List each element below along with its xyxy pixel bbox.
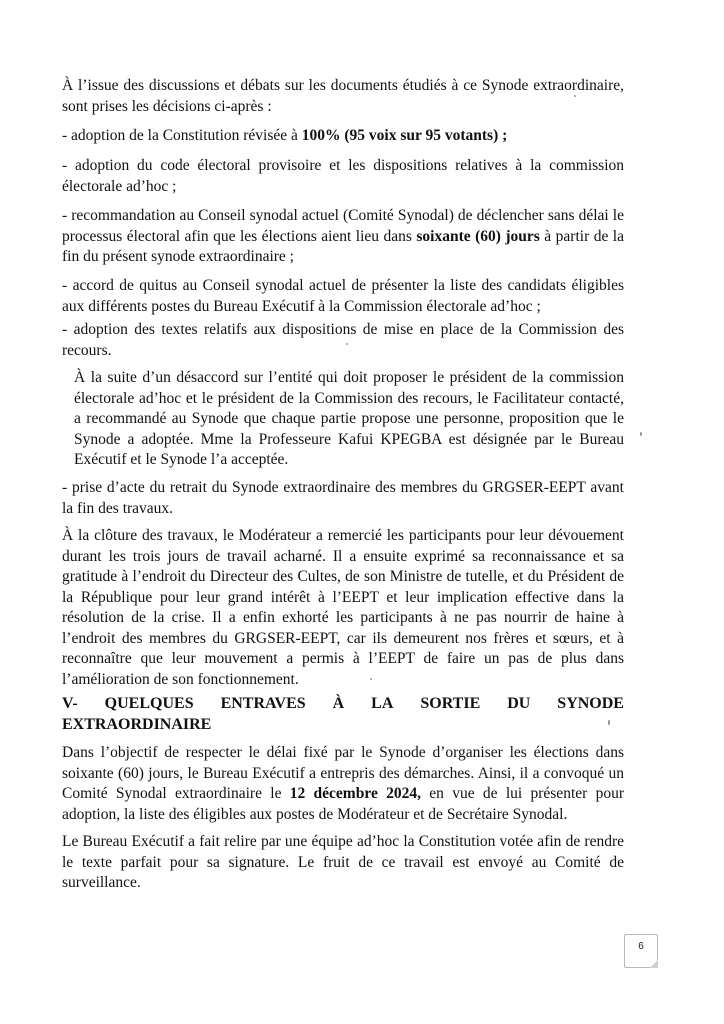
decision-recours: - adoption des textes relatifs aux dispositions de mise en place de la Commission des recours. (62, 321, 624, 359)
scan-speck (346, 343, 348, 345)
section-heading-line2: EXTRAORDINAIRE (62, 716, 212, 733)
decision-constitution-text: - adoption de la Constitution révisée à (62, 127, 302, 144)
decision-constitution-vote: 100% (95 voix sur 95 votants) ; (301, 127, 508, 144)
decision-quitus: - accord de quitus au Conseil synodal actuel de présenter la liste des candidats éligibles aux différents postes du Bureau Exécutif à la Commission électorale ad’hoc ; (62, 277, 624, 315)
decision-electoral-process (62, 206, 624, 268)
paragraph-objective-text: Dans l’objectif de respecter le délai fixé par le Synode d’organiser les élections dans soixante (60) jours, le Bureau Exécutif a entrepris des démarches. Ainsi, il a convoqué un Comité Synodal extraordinaire le (62, 744, 624, 802)
paragraph-closing: À la clôture des travaux, le Modérateur a remercié les participants pour leur dévouement durant les trois jours de travail acharné. Il a ensuite exprimé sa reconnaissance et sa gratitude à l’endroit du Directeur des Cultes, de son Ministre de tutelle, et du Président de la République pour leur grand intérêt à l’EEPT et leur implication effective dans la résolution de la crise. Il a enfin exhorté les participants à ne pas nourrir de haine à l’endroit des membres du GRGSER-EEPT, car ils demeurent nos frères et sœurs, et à reconnaître que leur mouvement a permis à l’EEPT de faire un pas de plus dans l’amélioration de son fonctionnement. (62, 527, 624, 688)
paragraph-objective-suffix: en vue de lui présenter pour adoption, la liste des éligibles aux postes de Modérateur et de Secrétaire Synodal. (62, 785, 624, 823)
heading-word: ENTRAVES (220, 695, 306, 712)
heading-word: QUELQUES (104, 695, 194, 712)
decision-constitution (62, 126, 624, 147)
paragraph-disagreement: À la suite d’un désaccord sur l’entité qui doit proposer le président de la commission électorale ad’hoc et le président de la Commission des recours, le Facilitateur contacté, a recommandé au Synode que chaque partie propose une personne, proposition que le Synode a adoptée. Mme la Professeure Kafui KPEGBA est désignée par le Bureau Exécutif et le Synode l’a acceptée. (74, 369, 624, 468)
page-number-box (624, 934, 658, 968)
intro-paragraph: À l’issue des discussions et débats sur les documents étudiés à ce Synode extraordinaire, sont prises les décisions ci-après : (62, 77, 624, 115)
heading-word: DU (507, 695, 531, 712)
heading-word: À (332, 695, 345, 712)
section-heading-line1 (62, 693, 624, 714)
scan-speck (370, 678, 372, 680)
paragraph-constitution: Le Bureau Exécutif a fait relire par une équipe ad’hoc la Constitution votée afin de rendre le texte parfait pour sa signature. Le fruit de ce travail est envoyé au Comité de surveillance. (62, 833, 624, 891)
decision-electoral-process-suffix: à partir de la fin du présent synode extraordinaire ; (62, 227, 624, 265)
decision-retrait: - prise d’acte du retrait du Synode extraordinaire des membres du GRGSER-EEPT avant la fin des travaux. (62, 479, 624, 517)
paragraph-objective (62, 743, 624, 825)
heading-word: SORTIE (420, 695, 481, 712)
paragraph-objective-date: 12 décembre 2024, (289, 785, 421, 802)
heading-word: LA (371, 695, 394, 712)
section-heading (62, 693, 624, 735)
decision-electoral-code: - adoption du code électoral provisoire et les dispositions relatives à la commission électorale ad’hoc ; (62, 157, 624, 195)
decision-electoral-process-deadline: soixante (60) jours (416, 227, 540, 245)
scan-speck (640, 432, 642, 436)
heading-word: V- (62, 695, 78, 712)
scan-speck (574, 95, 576, 97)
heading-word: SYNODE (557, 695, 624, 712)
decision-electoral-process-text: - recommandation au Conseil synodal actuel (Comité Synodal) de déclencher sans délai le processus électoral afin que les élections aient lieu dans (62, 207, 624, 245)
page-number: 6 (638, 941, 644, 952)
scan-speck (608, 720, 610, 725)
